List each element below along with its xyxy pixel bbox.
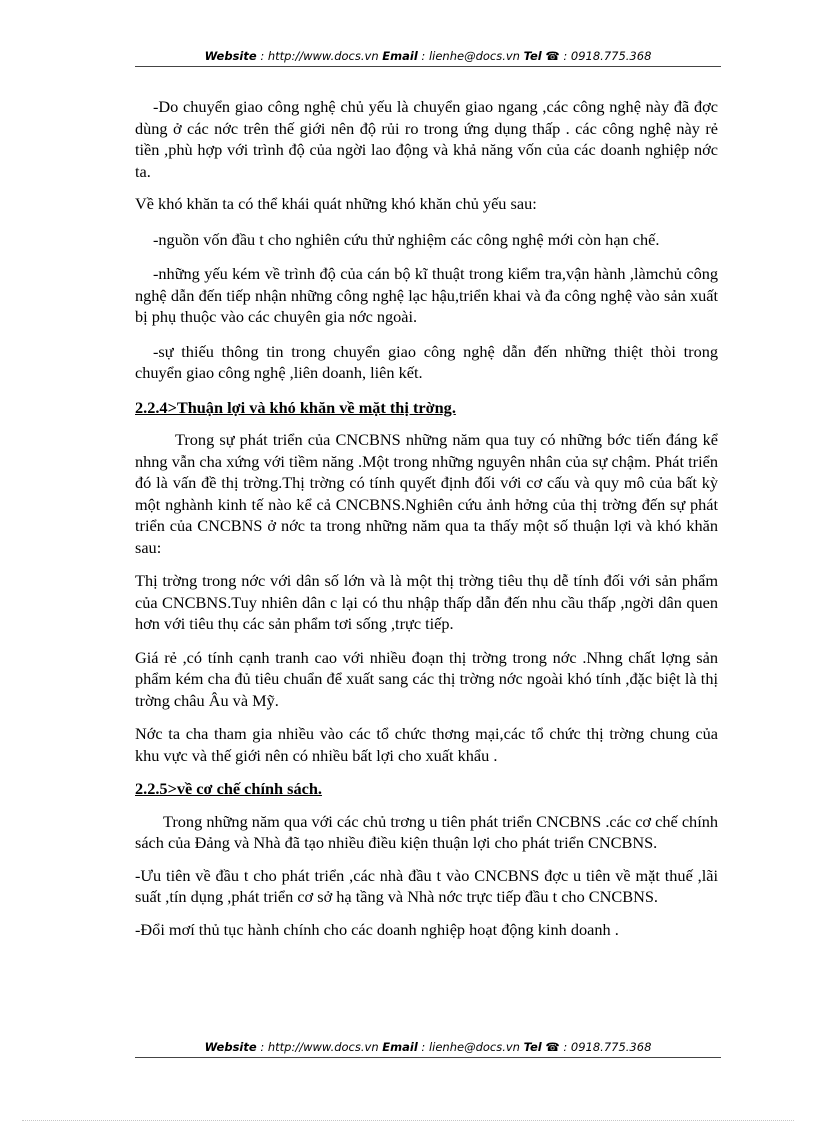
tel-number: : 0918.775.368 (559, 49, 652, 63)
website-url: : http://www.docs.vn (256, 49, 383, 63)
phone-icon: ☎ (545, 49, 560, 63)
paragraph: Thị trờng trong nớc với dân số lớn và là một thị trờng tiêu thụ dễ tính đối với sản phẩm của CNCBNS.Tuy nhiên dân c lại có thu nhập thấp dẫn đến nhu cầu thấp ,ngời dân quen hơn với tiêu thụ các sản phẩm tơi sống ,trực tiếp. (135, 571, 718, 633)
email-label: Email (382, 1040, 418, 1054)
paragraph: Trong sự phát triển của CNCBNS những năm qua tuy có những bớc tiến đáng kể nhng vẫn cha xứng với tiềm năng .Một trong những nguyên nhân của sự chậm. Phát triển đó là vấn đề thị trờng.Thị trờng có tính quyết định đối với cơ cấu và quy mô của bất kỳ một nghành kinh tế nào kể cả CNCBNS.Nghiên cứu ảnh hởng của thị trờng đến sự phát triển của CNCBNS ở nớc ta trong những năm qua ta thấy một số thuận lợi và khó khăn sau: (135, 430, 718, 557)
website-label: Website (204, 49, 257, 63)
header-rule (135, 66, 721, 67)
paragraph: -nguồn vốn đầu t cho nghiên cứu thử nghiệm các công nghệ mới còn hạn chế. (153, 229, 660, 249)
paragraph: Nớc ta cha tham gia nhiều vào các tổ chức thơng mại,các tổ chức thị trờng chung của khu vực và thế giới nên có nhiều bất lợi cho xuất khẩu . (135, 724, 718, 765)
section-heading-market: 2.2.4>Thuận lợi và khó khăn về mặt thị trờng. (135, 397, 456, 417)
paragraph: Giá rẻ ,có tính cạnh tranh cao với nhiều đoạn thị trờng trong nớc .Nhng chất lợng sản phẩm kém cha đủ tiêu chuẩn để xuất sang các thị trờng nớc ngoài khó tính ,đặc biệt là thị trờng châu Âu và Mỹ. (135, 647, 718, 710)
page-break-line (22, 1120, 794, 1121)
phone-icon: ☎ (545, 1040, 560, 1054)
paragraph: Trong những năm qua với các chủ trơng u tiên phát triển CNCBNS .các cơ chế chính sách của Đảng và Nhà đã tạo nhiều điều kiện thuận lợi cho phát triển CNCBNS. (135, 811, 718, 852)
page-header (135, 49, 721, 63)
tel-label: Tel (523, 1040, 542, 1054)
website-url: : http://www.docs.vn (256, 1040, 383, 1054)
paragraph: -Ưu tiên về đầu t cho phát triển ,các nhà đầu t vào CNCBNS đợc u tiên về mặt thuế ,lãi suất ,tín dụng ,phát triển cơ sở hạ tầng và Nhà nớc trực tiếp đầu t cho CNCBNS. (135, 865, 718, 906)
section-heading-policy: 2.2.5>về cơ chế chính sách. (135, 779, 322, 798)
email-address: : lienhe@docs.vn (417, 49, 524, 63)
paragraph: -Do chuyển giao công nghệ chủ yếu là chuyển giao ngang ,các công nghệ này đã đợc dùng ở các nớc trên thế giới nên độ rủi ro trong ứng dụng thấp . các công nghệ này rẻ tiền ,phù hợp với trình độ của ngời lao động và khả năng vốn của các doanh nghiệp nớc ta. (135, 97, 718, 181)
page-footer (135, 1040, 721, 1054)
paragraph: -sự thiếu thông tin trong chuyển giao công nghệ dẫn đến những thiệt thòi trong chuyển giao công nghệ ,liên doanh, liên kết. (135, 341, 718, 382)
website-label: Website (204, 1040, 257, 1054)
paragraph: Về khó khăn ta có thể khái quát những khó khăn chủ yếu sau: (135, 194, 537, 213)
tel-label: Tel (523, 49, 542, 63)
paragraph: -những yếu kém về trình độ của cán bộ kĩ thuật trong kiểm tra,vận hành ,làmchủ công nghệ dẫn đến tiếp nhận những công nghệ lạc hậu,triển khai và đa công nghệ vào sản xuất bị phụ thuộc vào các chuyên gia nớc ngoài. (135, 264, 718, 326)
tel-number: : 0918.775.368 (559, 1040, 652, 1054)
email-address: : lienhe@docs.vn (417, 1040, 524, 1054)
footer-rule (135, 1057, 721, 1058)
paragraph: -Đổi mơí thủ tục hành chính cho các doanh nghiệp hoạt động kinh doanh . (135, 919, 619, 939)
email-label: Email (382, 49, 418, 63)
page-body (135, 96, 718, 940)
